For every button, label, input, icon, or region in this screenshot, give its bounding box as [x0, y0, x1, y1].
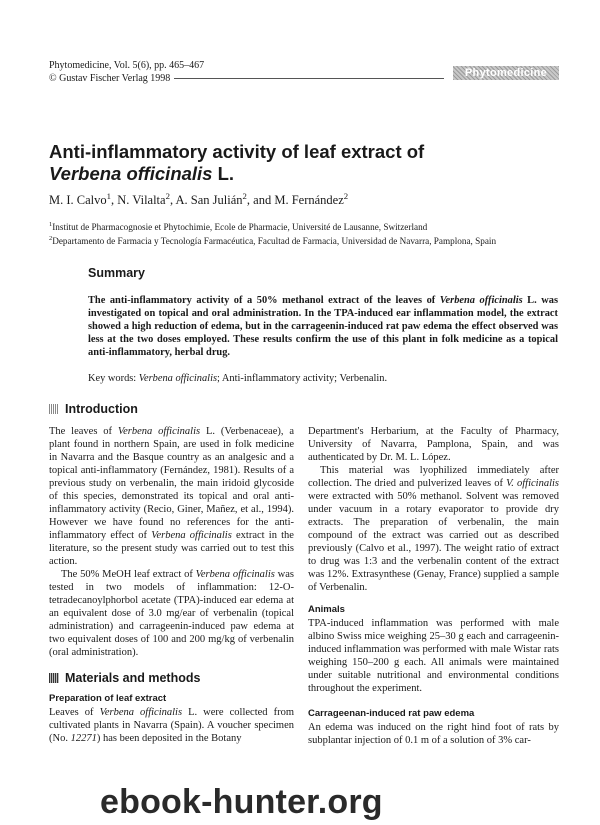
author-name: N. Vilalta	[117, 193, 166, 207]
introduction-heading-text: Introduction	[65, 402, 138, 416]
introduction-body	[49, 425, 294, 659]
summary-species: Verbena officinalis	[439, 295, 523, 306]
edema-body	[308, 721, 559, 747]
article-title	[49, 141, 559, 185]
paragraph: Department's Herbarium, at the Faculty of Pharmacy, University of Navarra, Pamplona, Spain, and was authenticated by Dr. M. L. López.	[308, 426, 559, 463]
section-marker-icon	[49, 673, 59, 683]
right-column-body	[308, 425, 559, 594]
paragraph: The 50% MeOH leaf extract of Verbena officinalis was tested in two models of inflammation: 12-O-tetradecanoylphorbol acetate (TPA)-induced ear edema at an equivalent dose of 3.0 mg/ear of verbenalin (topical administration) and carrageenin-induced paw edema at two equivalent doses of 100 and 200 mg/kg of verbenalin (oral administration).	[49, 569, 294, 658]
summary-part: The anti-inflammatory activity of a 50% methanol extract of the leaves of	[88, 295, 440, 306]
summary-text	[88, 294, 558, 359]
title-suffix: L.	[212, 163, 235, 184]
author-affiliation-mark: 2	[343, 190, 349, 201]
watermark-text: ebook-hunter.org	[100, 783, 383, 821]
author-affiliation-mark: 2	[242, 190, 247, 201]
introduction-heading	[49, 402, 138, 416]
publisher-line: © Gustav Fischer Verlag 1998	[49, 73, 171, 84]
journal-citation: Phytomedicine, Vol. 5(6), pp. 465–467	[49, 60, 205, 71]
keywords-label: Key words:	[88, 373, 139, 384]
author-list: M. I. Calvo$^1$, N. Vilalta$^2$, A. San Julián$^2$, and M. Fernández$^2$	[49, 190, 349, 207]
summary-part: L. was investigated on topical and oral administration. In the TPA-induced ear inflammation model, the extract showed a high reduction of edema, but in the carrageenin-induced rat paw edema the effect observed was less at the two doses employed. These results confirm the use of this plant in folk medicine as a topical anti-inflammatory, herbal drug.	[88, 295, 559, 358]
subsection-heading: Preparation of leaf extract	[49, 693, 167, 704]
animals-body	[308, 617, 559, 695]
subsection-heading: Carrageenan-induced rat paw edema	[308, 708, 475, 719]
summary-heading: Summary	[88, 266, 145, 280]
subsection-heading: Animals	[308, 604, 345, 615]
author-name: M. Fernández	[274, 193, 344, 207]
paragraph: The leaves of Verbena officinalis L. (Verbenaceae), a plant found in northern Spain, are used in folk medicine in Navarra and the Basque country as an analgesic and a topical anti-inflammatory (Fernández, 1981). Results of a previous study on verbenalin, the main iridoid glycoside of this species, demonstrated its topical and oral anti-inflammatory activity (Recio, Giner, Mañez, et al., 1994). However we have found no references for the anti-inflammatory effect of Verbena officinalis extract in the literature, so the present study was carried out to test this action.	[49, 426, 294, 567]
author-name: A. San Julián	[175, 193, 243, 207]
paragraph: TPA-induced inflammation was performed with male albino Swiss mice weighing 25–30 g each and carrageenin-induced inflammation was performed with male Wistar rats weighing 150–200 g each. All animals were maintained under suitable nutritional and environmental conditions throughout the experiment.	[308, 618, 559, 694]
paragraph: Leaves of Verbena officinalis L. were collected from cultivated plants in Navarra (Spain). A voucher specimen (No. 12271) has been deposited in the Botany	[49, 707, 294, 744]
title-line-1: Anti-inflammatory activity of leaf extract of	[49, 141, 425, 162]
title-species: Verbena officinalis	[49, 163, 213, 184]
affiliations	[49, 220, 569, 248]
keywords-species: Verbena officinalis	[138, 373, 218, 384]
author-affiliation-mark: 2	[165, 190, 170, 201]
author-name: M. I. Calvo	[49, 193, 107, 207]
methods-heading-text: Materials and methods	[65, 671, 201, 685]
paragraph: An edema was induced on the right hind foot of rats by subplantar injection of 0.1 m of a solution of 3% car-	[308, 722, 559, 746]
affiliation-text: Institut de Pharmacognosie et Phytochimie, Ecole de Pharmacie, Université de Lausanne, Switzerland	[52, 222, 428, 232]
affiliation-item	[49, 234, 569, 248]
journal-logo: Phytomedicine	[453, 66, 559, 80]
affiliation-mark: 1	[49, 220, 53, 228]
keywords	[88, 372, 558, 385]
methods-body	[49, 706, 294, 745]
methods-heading	[49, 671, 200, 685]
keywords-rest: ; Anti-inflammatory activity; Verbenalin.	[217, 373, 388, 384]
affiliation-item	[49, 220, 569, 234]
paragraph: This material was lyophilized immediately after collection. The dried and pulverized leaves of V. officinalis were extracted with 50% methanol. Solvent was removed under vacuum in a rotary evaporator to provide dry extracts. The preparation of verbenalin, the main compound of the extract was carried out as described previously (Calvo et al., 1997). The weight ratio of extract to drug was 1:3 and the verbenalin content of the extract was 12%. Extrasynthese (Genay, France) supplied a sample of Verbenalin.	[308, 465, 559, 593]
author-affiliation-mark: 1	[106, 190, 112, 201]
header-rule	[174, 78, 444, 79]
affiliation-text: Departamento de Farmacia y Tecnología Farmacéutica, Facultad de Farmacia, Universidad de Navarra, Pamplona, Spain	[52, 236, 497, 246]
section-marker-icon	[49, 404, 59, 414]
affiliation-mark: 2	[49, 234, 53, 242]
